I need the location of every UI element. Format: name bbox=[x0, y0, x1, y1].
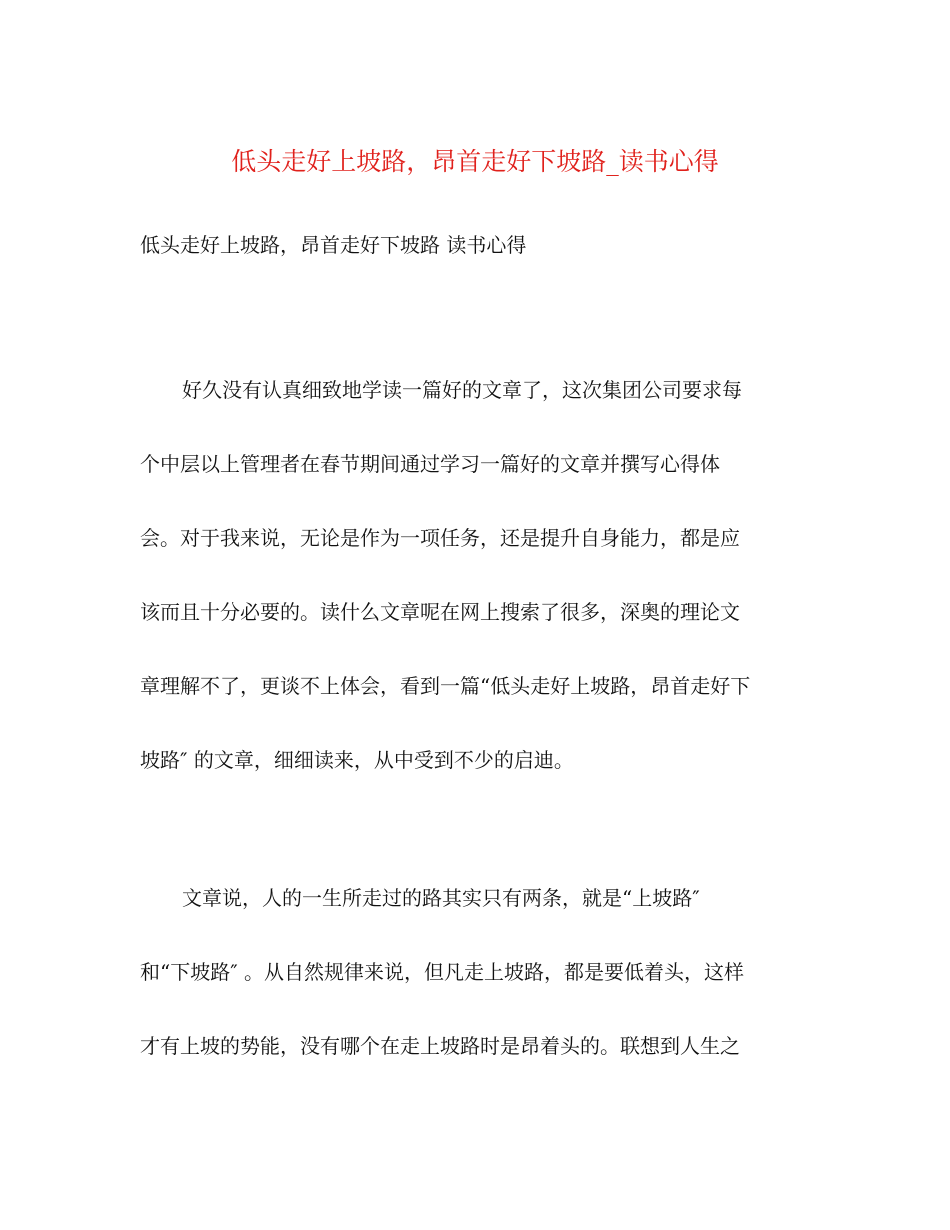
paragraph-line: 和“下坡路″ 。从自然规律来说，但凡走上坡路，都是要低着头，这样 bbox=[140, 960, 745, 984]
paragraph-line: 个中层以上管理者在春节期间通过学习一篇好的文章并撰写心得体 bbox=[140, 452, 720, 476]
paragraph-line: 会。对于我来说，无论是作为一项任务，还是提升自身能力，都是应 bbox=[140, 526, 740, 550]
paragraph-line: 才有上坡的势能，没有哪个在走上坡路时是昂着头的。联想到人生之 bbox=[140, 1034, 740, 1058]
paragraph-line: 文章说，人的一生所走过的路其实只有两条，就是“上坡路″ bbox=[182, 886, 700, 910]
paragraph-line: 好久没有认真细致地学读一篇好的文章了，这次集团公司要求每 bbox=[182, 378, 742, 402]
paragraph-line: 该而且十分必要的。读什么文章呢在网上搜索了很多，深奥的理论文 bbox=[140, 600, 740, 624]
paragraph-line: 坡路″ 的文章，细细读来，从中受到不少的启迪。 bbox=[140, 748, 574, 772]
document-subtitle: 低头走好上坡路，昂首走好下坡路 读书心得 bbox=[140, 233, 527, 257]
document-title: 低头走好上坡路，昂首走好下坡路_读书心得 bbox=[231, 147, 719, 176]
paragraph-line: 章理解不了，更谈不上体会，看到一篇“低头走好上坡路，昂首走好下 bbox=[140, 674, 751, 698]
